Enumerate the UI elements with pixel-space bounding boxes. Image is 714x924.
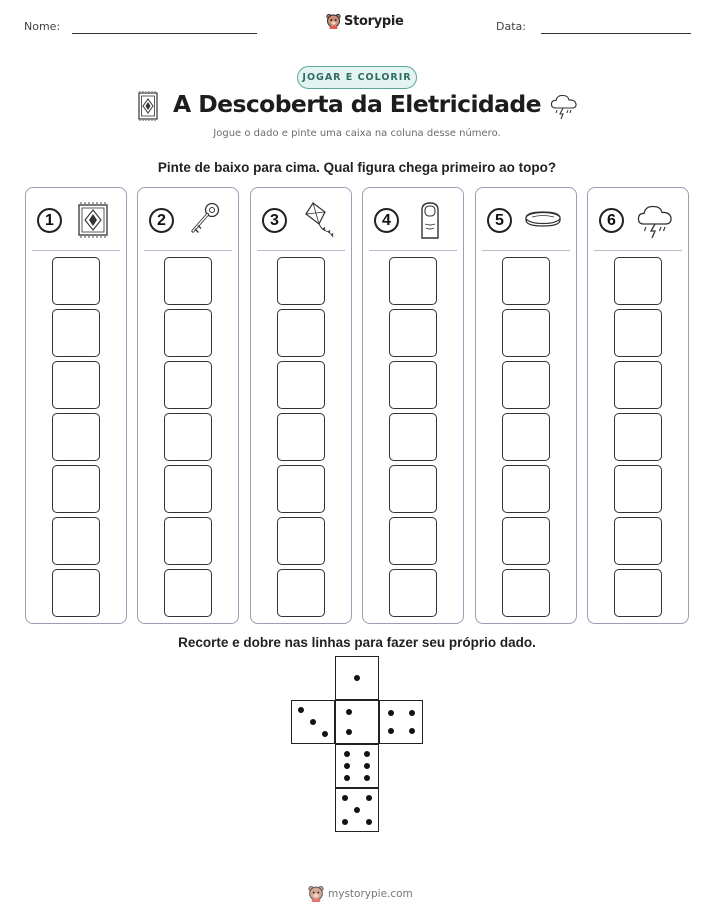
color-box[interactable] [164,569,212,617]
color-box[interactable] [389,309,437,357]
die-face-4 [379,700,423,744]
color-box[interactable] [389,569,437,617]
color-box[interactable] [277,361,325,409]
color-box[interactable] [614,517,662,565]
column-divider [257,250,345,251]
pip [342,795,348,801]
rug-icon [73,200,113,240]
die-face-1 [335,656,379,700]
color-box[interactable] [614,465,662,513]
pip [298,707,304,713]
color-box[interactable] [52,361,100,409]
die-face-5 [335,788,379,832]
color-box[interactable] [52,413,100,461]
storm-cloud-icon [549,92,579,120]
column-divider [594,250,682,251]
color-box[interactable] [502,465,550,513]
column-1 [25,187,127,624]
pip [366,795,372,801]
brand-name: Storypie [344,13,404,29]
column-4 [362,187,464,624]
color-box[interactable] [164,257,212,305]
column-6 [587,187,689,624]
column-number: 5 [487,208,512,233]
color-box[interactable] [614,413,662,461]
pip [342,819,348,825]
color-box[interactable] [52,257,100,305]
pip [346,729,352,735]
column-number: 6 [599,208,624,233]
bear-mascot-icon [308,885,324,902]
date-label: Data: [496,20,526,33]
brand-logo [326,13,404,29]
column-divider [369,250,457,251]
color-box[interactable] [277,465,325,513]
column-number: 3 [262,208,287,233]
pip [388,728,394,734]
column-number: 2 [149,208,174,233]
color-box[interactable] [389,361,437,409]
column-divider [32,250,120,251]
color-box[interactable] [52,517,100,565]
key-icon [185,200,225,240]
soap-bar-icon [523,200,563,240]
color-box[interactable] [52,465,100,513]
name-label: Nome: [24,20,61,33]
color-box[interactable] [164,309,212,357]
pip [409,710,415,716]
footer-url: mystorypie.com [328,887,413,900]
color-box[interactable] [502,257,550,305]
color-box[interactable] [277,517,325,565]
finger-icon [410,200,450,240]
color-box[interactable] [277,309,325,357]
color-box[interactable] [502,569,550,617]
pip [344,763,350,769]
color-box[interactable] [502,413,550,461]
color-box[interactable] [277,257,325,305]
color-box[interactable] [614,257,662,305]
die-face-3 [291,700,335,744]
footer [308,885,413,902]
pip [366,819,372,825]
die-face-6 [335,744,379,788]
date-line [541,33,691,34]
pip [364,751,370,757]
color-box[interactable] [502,361,550,409]
color-box[interactable] [389,517,437,565]
instruction-text: Pinte de baixo para cima. Qual figura chega primeiro ao topo? [157,160,557,175]
color-box[interactable] [164,465,212,513]
pip [344,775,350,781]
color-box[interactable] [389,257,437,305]
pip [344,751,350,757]
name-line [72,33,257,34]
die-face-2 [335,700,379,744]
color-box[interactable] [164,413,212,461]
column-5 [475,187,577,624]
pip [354,675,360,681]
page-title: A Descoberta da Eletricidade [173,90,541,118]
bear-mascot-icon [326,13,341,29]
color-box[interactable] [614,569,662,617]
column-number: 4 [374,208,399,233]
color-box[interactable] [277,413,325,461]
activity-badge: JOGAR E COLORIR [297,66,417,89]
color-box[interactable] [389,465,437,513]
color-box[interactable] [614,361,662,409]
pip [354,807,360,813]
column-divider [144,250,232,251]
pip [388,710,394,716]
column-number: 1 [37,208,62,233]
dice-instruction: Recorte e dobre nas linhas para fazer seu próprio dado. [178,635,536,650]
color-box[interactable] [614,309,662,357]
color-box[interactable] [502,309,550,357]
pip [364,763,370,769]
color-box[interactable] [389,413,437,461]
column-divider [482,250,570,251]
color-box[interactable] [502,517,550,565]
pip [346,709,352,715]
color-box[interactable] [164,361,212,409]
color-box[interactable] [164,517,212,565]
pip [409,728,415,734]
color-box[interactable] [52,569,100,617]
kite-icon [298,200,338,240]
pip [322,731,328,737]
color-box[interactable] [277,569,325,617]
column-3 [250,187,352,624]
pip [364,775,370,781]
color-box[interactable] [52,309,100,357]
pip [310,719,316,725]
page-subtitle: Jogue o dado e pinte uma caixa na coluna desse número. [213,128,501,139]
column-2 [137,187,239,624]
storm-cloud-icon [635,200,675,240]
